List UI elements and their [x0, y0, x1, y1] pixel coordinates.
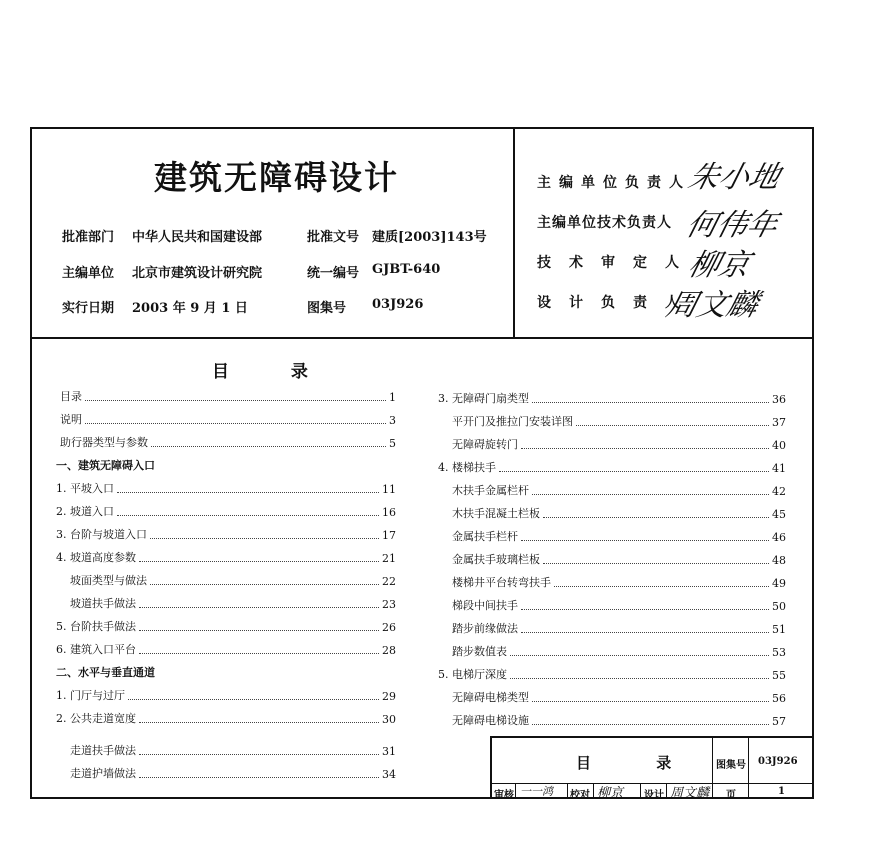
unified-no-value: GJBT-640 [372, 262, 441, 277]
toc-entry[interactable]: 无障碍电梯设施 57 [452, 714, 786, 728]
atlas-no-value: 03J926 [372, 297, 424, 312]
approval-doc-value: 建质[2003]143号 [372, 230, 487, 245]
toc-entry[interactable]: 楼梯井平台转弯扶手 49 [452, 576, 786, 590]
toc-entry[interactable]: 坡道扶手做法 23 [70, 597, 396, 611]
title-block-name: 目 录 [576, 754, 702, 772]
editor-unit-label: 主编单位 [62, 266, 115, 281]
toc-entry[interactable]: 2. 坡道入口 16 [56, 505, 396, 519]
toc-entry[interactable]: 走道护墙做法 34 [70, 767, 396, 781]
toc-entry[interactable]: 6. 建筑入口平台 28 [56, 643, 396, 657]
signature-design-chief: 周文麟 [662, 288, 762, 323]
effective-date-value: 2003 年 9 月 1 日 [132, 301, 248, 316]
toc-entry[interactable]: 说明 3 [60, 413, 396, 427]
toc-entry[interactable]: 木扶手混凝土栏板 45 [452, 507, 786, 521]
title-block-divider-4 [567, 783, 568, 798]
toc-entry[interactable]: 踏步数值表 53 [452, 645, 786, 659]
title-block-divider-6 [640, 783, 641, 798]
title-block-atlas-value: 03J926 [758, 756, 798, 767]
resp-role-design-chief: 设计负责人 [537, 295, 697, 311]
unified-no-label: 统一编号 [307, 266, 360, 281]
toc-entry[interactable]: 平开门及推拉门安装详图 37 [452, 415, 786, 429]
check-signature: 柳京 [597, 786, 624, 801]
design-label: 设计 [644, 790, 664, 801]
signature-tech-review: 柳京 [684, 248, 754, 283]
toc-entry[interactable]: 5. 电梯厅深度 55 [438, 668, 786, 682]
toc-entry[interactable]: 走道扶手做法 31 [70, 744, 396, 758]
toc-section-heading: 二、水平与垂直通道 [56, 666, 155, 679]
title-block-atlas-label: 图集号 [716, 760, 746, 771]
page-number: 1 [778, 786, 785, 797]
editor-unit-value: 北京市建筑设计研究院 [132, 266, 263, 281]
toc-entry[interactable]: 1. 平坡入口 11 [56, 482, 396, 496]
design-signature: 周文麟 [670, 786, 710, 801]
title-block-left-edge [490, 736, 492, 798]
resp-role-tech-chief: 主编单位技术负责人 [537, 215, 672, 231]
header-vertical-divider [513, 127, 515, 338]
toc-entry[interactable]: 3. 台阶与坡道入口 17 [56, 528, 396, 542]
toc-entry[interactable]: 无障碍旋转门 40 [452, 438, 786, 452]
document-title: 建筑无障碍设计 [154, 158, 399, 197]
signature-tech-chief: 何伟年 [682, 208, 782, 243]
header-divider [30, 337, 814, 339]
toc-entry[interactable]: 2. 公共走道宽度 30 [56, 712, 396, 726]
toc-entry[interactable]: 金属扶手栏杆 46 [452, 530, 786, 544]
toc-entry[interactable]: 梯段中间扶手 50 [452, 599, 786, 613]
approval-dept-label: 批准部门 [62, 230, 115, 245]
toc-entry[interactable]: 4. 楼梯扶手 41 [438, 461, 786, 475]
page-label: 页 [726, 790, 736, 801]
toc-entry[interactable]: 4. 坡道高度参数 21 [56, 551, 396, 565]
title-block-top-edge [490, 736, 814, 738]
review-signature: 一一鸿 [520, 785, 553, 798]
toc-entry[interactable]: 5. 台阶扶手做法 26 [56, 620, 396, 634]
toc-entry[interactable]: 目录 1 [60, 390, 396, 404]
toc-entry[interactable]: 木扶手金属栏杆 42 [452, 484, 786, 498]
review-label: 审核 [494, 790, 514, 801]
toc-entry[interactable]: 踏步前缘做法 51 [452, 622, 786, 636]
toc-entry[interactable]: 助行器类型与参数 5 [60, 436, 396, 450]
check-label: 校对 [570, 790, 590, 801]
title-block-divider-1 [712, 736, 713, 798]
approval-dept-value: 中华人民共和国建设部 [132, 230, 263, 245]
toc-entry[interactable]: 金属扶手玻璃栏板 48 [452, 553, 786, 567]
signature-chief-editor: 朱小地 [684, 160, 784, 195]
toc-section-heading: 一、建筑无障碍入口 [56, 459, 155, 472]
atlas-no-label: 图集号 [307, 301, 347, 316]
toc-entry[interactable]: 3. 无障碍门扇类型 36 [438, 392, 786, 406]
toc-entry[interactable]: 1. 门厅与过厅 29 [56, 689, 396, 703]
resp-role-chief-editor: 主编单位负责人 [537, 175, 691, 191]
toc-entry[interactable]: 无障碍电梯类型 56 [452, 691, 786, 705]
title-block-divider-2 [748, 736, 749, 798]
toc-title: 目 录 [212, 362, 336, 382]
title-block-divider-7 [666, 783, 667, 798]
effective-date-label: 实行日期 [62, 301, 115, 316]
approval-doc-label: 批准文号 [307, 230, 360, 245]
title-block-divider-5 [593, 783, 594, 798]
title-block-divider-3 [515, 783, 516, 798]
toc-entry[interactable]: 坡面类型与做法 22 [70, 574, 396, 588]
resp-role-tech-review: 技术审定人 [537, 255, 697, 271]
